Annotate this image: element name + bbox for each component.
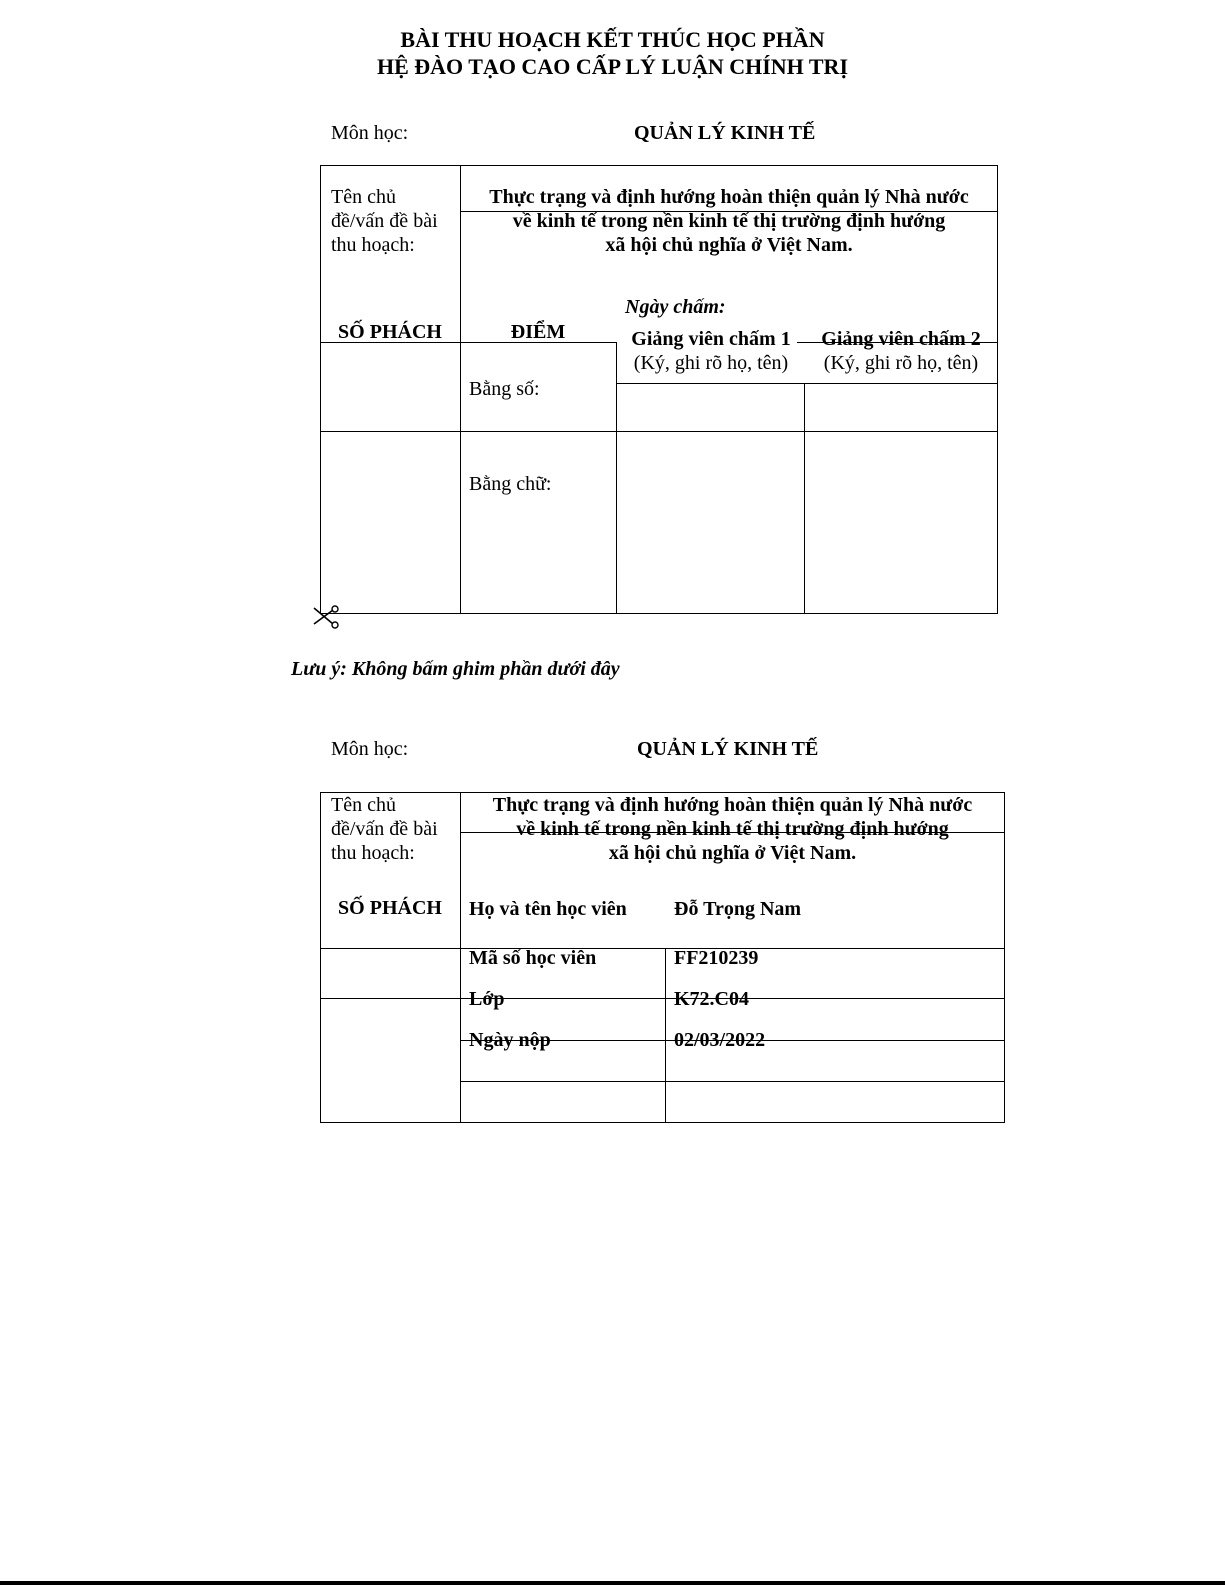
upper-subject-value: QUẢN LÝ KINH TẾ	[634, 122, 816, 144]
lower-subject-label: Môn học:	[331, 738, 409, 760]
submit-date-label: Ngày nộp	[469, 1029, 551, 1051]
score-in-numbers-label: Bằng số:	[469, 378, 540, 400]
upper-topic-value: Thực trạng và định hướng hoàn thiện quản lý Nhà nước về kinh tế trong nền kinh tế thị trường định hướng xã hội chủ nghĩa ở Việt Nam.	[489, 186, 969, 256]
student-id-value: FF210239	[674, 947, 759, 969]
upper-subject-label: Môn học:	[331, 122, 409, 144]
upper-topic-label: Tên chủ đề/vấn đề bài thu hoạch:	[331, 186, 438, 256]
scissors-icon	[311, 604, 341, 630]
student-name-label: Họ và tên học viên	[469, 898, 627, 920]
lower-topic-value: Thực trạng và định hướng hoàn thiện quản lý Nhà nước về kinh tế trong nền kinh tế thị trường định hướng xã hội chủ nghĩa ở Việt Nam.	[492, 794, 973, 864]
score-label: ĐIỂM	[510, 321, 566, 343]
grading-date-label: Ngày chấm:	[625, 296, 726, 318]
lower-so-phach-label: SỐ PHÁCH	[338, 897, 442, 919]
lower-topic-label: Tên chủ đề/vấn đề bài thu hoạch:	[331, 794, 438, 864]
document-subtitle: HỆ ĐÀO TẠO CAO CẤP LÝ LUẬN CHÍNH TRỊ	[376, 54, 849, 79]
class-label: Lớp	[469, 988, 505, 1010]
score-in-words-label: Bằng chữ:	[469, 473, 552, 495]
examiner-1-header: Giảng viên chấm 1 (Ký, ghi rõ họ, tên)	[631, 328, 791, 374]
examiner-2-header: Giảng viên chấm 2 (Ký, ghi rõ họ, tên)	[821, 328, 981, 374]
upper-so-phach-label: SỐ PHÁCH	[338, 321, 442, 343]
student-id-label: Mã số học viên	[469, 947, 597, 969]
submit-date-value: 02/03/2022	[674, 1029, 766, 1051]
staple-note: Lưu ý: Không bấm ghim phần dưới đây	[291, 658, 620, 680]
class-value: K72.C04	[674, 988, 749, 1010]
document-title: BÀI THU HOẠCH KẾT THÚC HỌC PHẦN	[400, 27, 825, 52]
page-bottom-border	[0, 1581, 1225, 1585]
lower-subject-value: QUẢN LÝ KINH TẾ	[637, 738, 819, 760]
student-name-value: Đỗ Trọng Nam	[674, 898, 802, 920]
